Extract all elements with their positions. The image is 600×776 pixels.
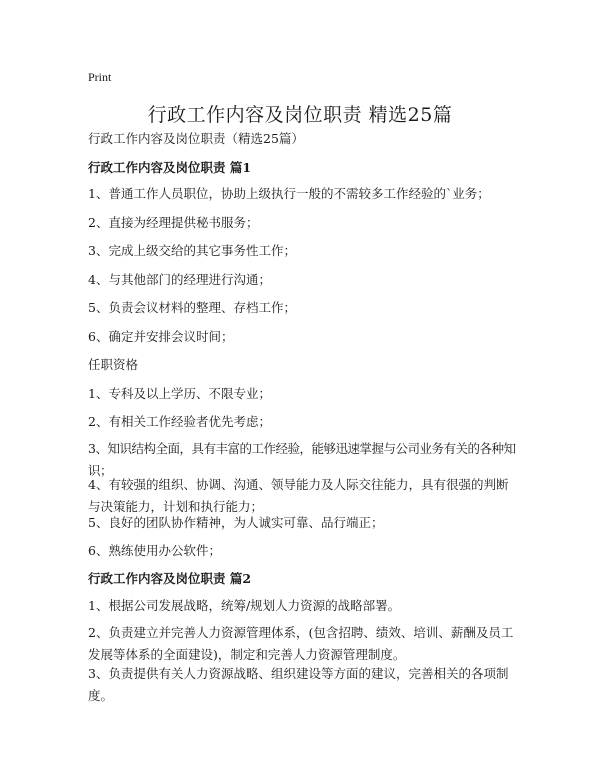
- list-item: 1、专科及以上学历、不限专业；: [88, 386, 271, 401]
- list-item: 6、熟练使用办公软件；: [88, 543, 221, 558]
- list-item: 2、有相关工作经验者优先考虑；: [88, 414, 271, 429]
- list-item: 3、负责提供有关人力资源战略、组织建设等方面的建议，完善相关的各项制度。: [88, 666, 509, 703]
- list-item: 5、负责会议材料的整理、存档工作；: [88, 300, 296, 315]
- print-label: Print: [88, 70, 112, 84]
- list-item: 1、根据公司发展战略，统筹/规划人力资源的战略部署。: [88, 598, 401, 613]
- list-item: 4、与其他部门的经理进行沟通；: [88, 272, 271, 287]
- list-item: 4、有较强的组织、协调、沟通、领导能力及人际交往能力，具有很强的判断与决策能力，计划和执行能力；: [88, 477, 509, 514]
- list-item: 3、知识结构全面，具有丰富的工作经验，能够迅速掌握与公司业务有关的各种知识；: [88, 441, 516, 478]
- list-item: 1、普通工作人员职位，协助上级执行一般的不需较多工作经验的`业务；: [88, 186, 490, 201]
- subtitle: 行政工作内容及岗位职责（精选25篇）: [88, 131, 304, 146]
- list-item: 2、直接为经理提供秘书服务；: [88, 215, 259, 230]
- list-item: 6、确定并安排会议时间；: [88, 329, 234, 344]
- qualifications-heading: 任职资格: [88, 357, 139, 372]
- section-heading: 行政工作内容及岗位职责 篇2: [88, 571, 252, 586]
- list-item: 3、完成上级交给的其它事务性工作；: [88, 243, 296, 258]
- page-title: 行政工作内容及岗位职责 精选25篇: [147, 104, 453, 126]
- list-item: 2、负责建立并完善人力资源管理体系，(包含招聘、绩效、培训、薪酬及员工发展等体系的全面建设)，制定和完善人力资源管理制度。: [88, 625, 514, 662]
- section-heading: 行政工作内容及岗位职责 篇1: [88, 160, 252, 175]
- list-item: 5、良好的团队协作精神，为人诚实可靠、品行端正；: [88, 515, 384, 530]
